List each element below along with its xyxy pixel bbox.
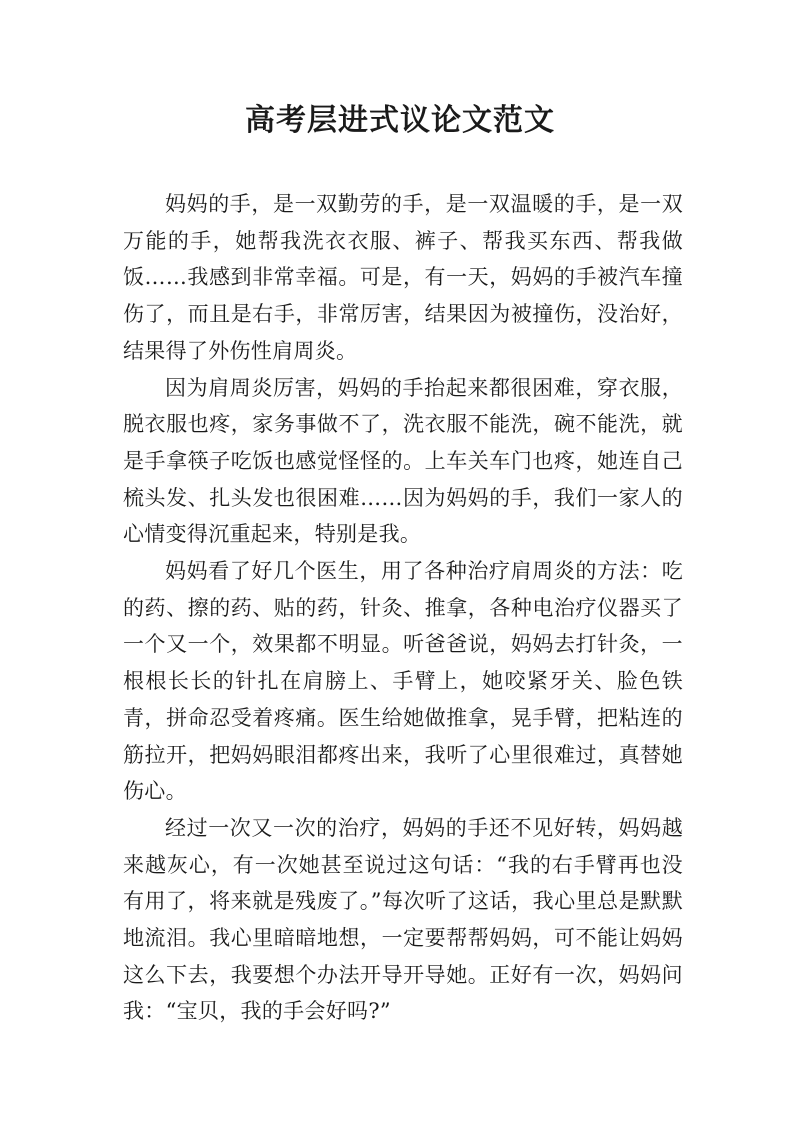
- paragraph-3: 妈妈看了好几个医生，用了各种治疗肩周炎的方法：吃的药、擦的药、贴的药，针灸、推拿，各种电治疗仪器买了一个又一个，效果都不明显。听爸爸说，妈妈去打针灸，一根根长长的针扎在肩膀上、手臂上，她咬紧牙关、脸色铁青，拼命忍受着疼痛。医生给她做推拿，晃手臂，把粘连的筋拉开，把妈妈眼泪都疼出来，我听了心里很难过，真替她伤心。: [123, 559, 683, 804]
- paragraph-1: 妈妈的手，是一双勤劳的手，是一双温暖的手，是一双万能的手，她帮我洗衣衣服、裤子、帮我买东西、帮我做饭……我感到非常幸福。可是，有一天，妈妈的手被汽车撞伤了，而且是右手，非常厉害，结果因为被撞伤，没治好，结果得了外伤性肩周炎。: [123, 192, 683, 363]
- document-title: 高考层进式议论文范文: [245, 103, 555, 138]
- document-body: [123, 186, 683, 1030]
- paragraph-4: 经过一次又一次的治疗，妈妈的手还不见好转，妈妈越来越灰心，有一次她甚至说过这句话：“我的右手臂再也没有用了，将来就是残废了。”每次听了这话，我心里总是默默地流泪。我心里暗暗地想，一定要帮帮妈妈，可不能让妈妈这么下去，我要想个办法开导开导她。正好有一次，妈妈问我：“宝贝，我的手会好吗?”: [123, 815, 683, 1024]
- paragraph-2: 因为肩周炎厉害，妈妈的手抬起来都很困难，穿衣服，脱衣服也疼，家务事做不了，洗衣服不能洗，碗不能洗，就是手拿筷子吃饭也感觉怪怪的。上车关车门也疼，她连自己梳头发、扎头发也很困难……因为妈妈的手，我们一家人的心情变得沉重起来，特别是我。: [123, 375, 683, 547]
